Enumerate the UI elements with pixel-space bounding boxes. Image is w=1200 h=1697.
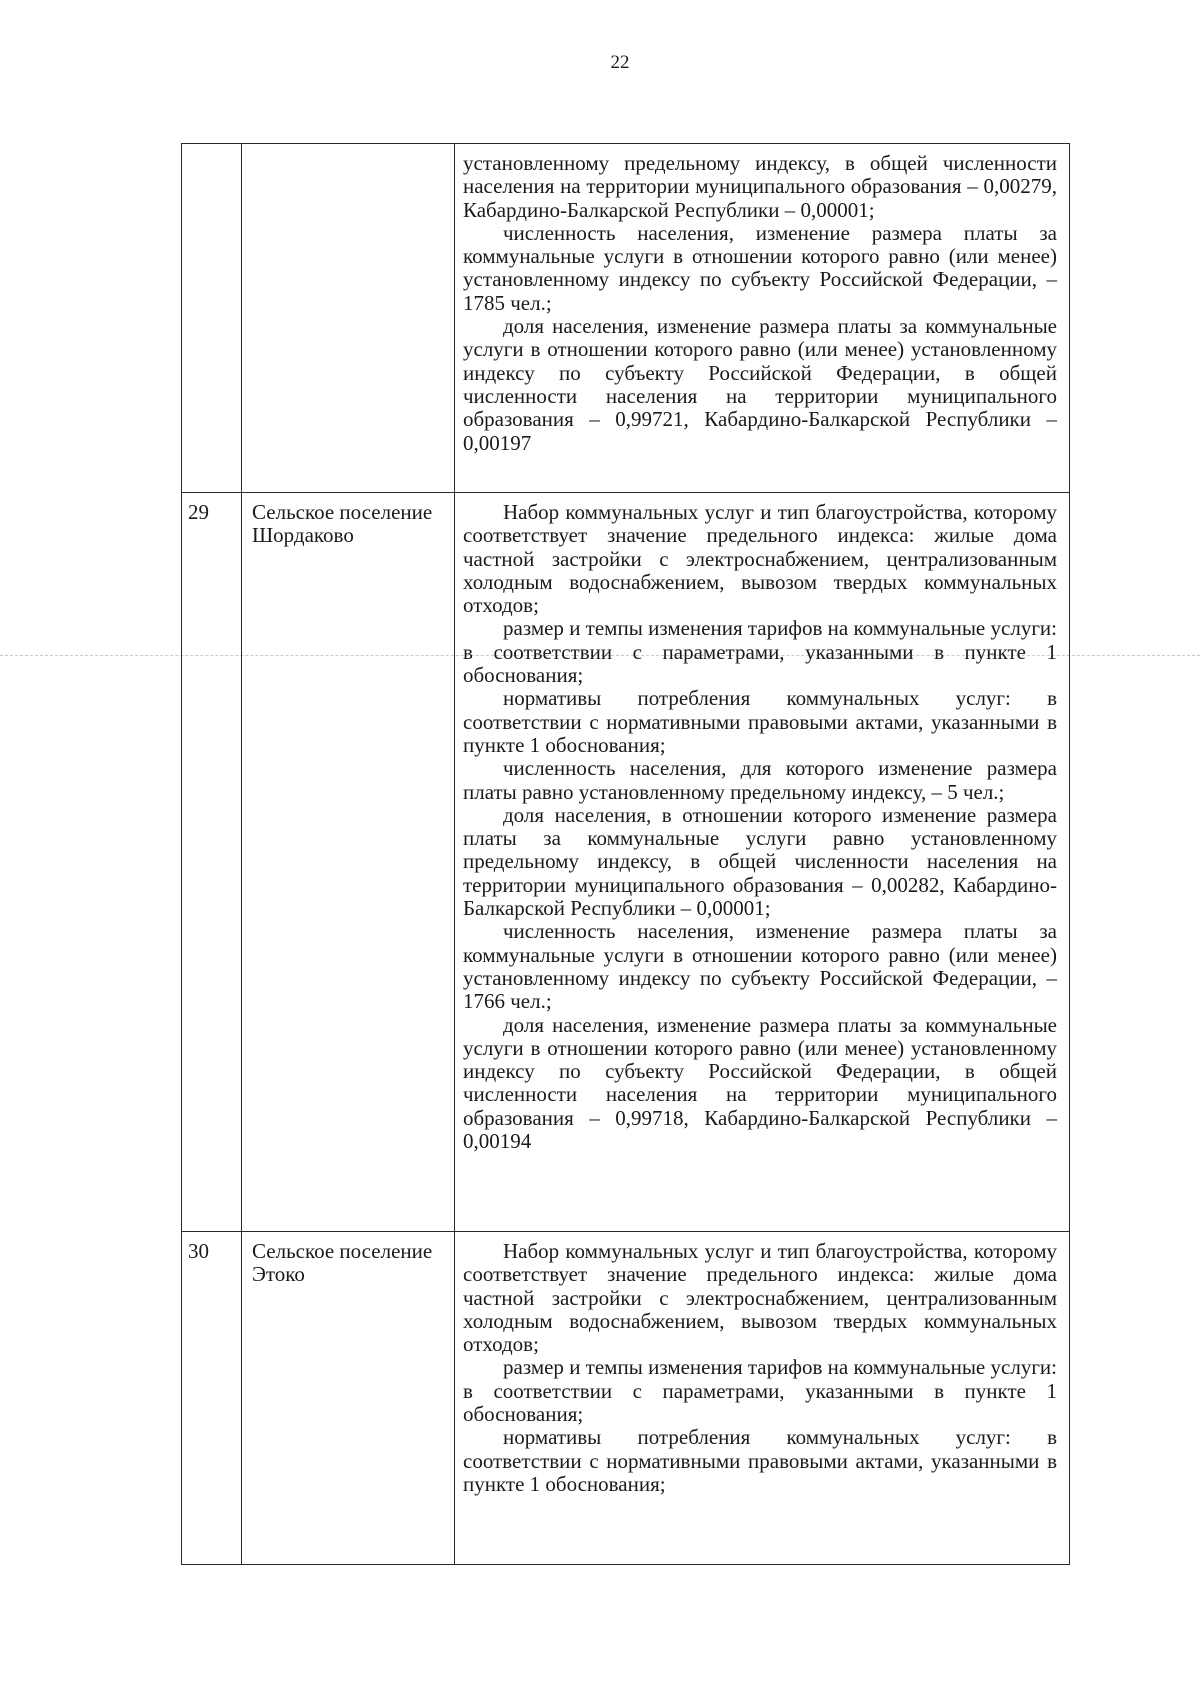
paragraph: нормативы потребления коммунальных услуг: в соответствии с нормативными правовыми актами, указанными в пункте 1 обоснования; — [463, 1425, 1057, 1496]
paragraph: размер и темпы изменения тарифов на коммунальные услуги: в соответствии с параметрами, указанными в пункте 1 обоснования; — [463, 1355, 1057, 1427]
settlement-name: Сельское поселение Шордаково — [242, 493, 455, 1232]
row-description — [455, 144, 1070, 493]
paragraph: доля населения, в отношении которого изменение размера платы за коммунальные услуги равно установленному предельному индексу, в общей численности населения на территории муниципального образования – 0,00282, Кабардино-Балкарской Республики – 0,00001; — [463, 802, 1057, 921]
paragraph: численность населения, изменение размера платы за коммунальные услуги в отношении которого равно (или менее) установленному индексу по субъекту Российской Федерации, – 1785 чел.; — [463, 220, 1057, 315]
paragraph: доля населения, изменение размера платы за коммунальные услуги в отношении которого равно (или менее) установленному индексу по субъекту Российской Федерации, в общей численности населения на территории муниципального образования – 0,99718, Кабардино-Балкарской Республики – 0,00194 — [463, 1012, 1057, 1154]
settlement-name — [242, 144, 455, 493]
row-description — [455, 493, 1070, 1232]
paragraph: нормативы потребления коммунальных услуг: в соответствии с нормативными правовыми актами, указанными в пункте 1 обоснования; — [463, 686, 1057, 757]
row-number: 30 — [182, 1232, 242, 1565]
table-row — [182, 493, 1070, 1232]
paragraph: размер и темпы изменения тарифов на коммунальные услуги: в соответствии с параметрами, указанными в пункте 1 обоснования; — [463, 616, 1057, 688]
row-description — [455, 1232, 1070, 1565]
paragraph: численность населения, изменение размера платы за коммунальные услуги в отношении которого равно (или менее) установленному индексу по субъекту Российской Федерации, – 1766 чел.; — [463, 919, 1057, 1014]
paragraph: установленному предельному индексу, в общей численности населения на территории муниципального образования – 0,00279, Кабардино-Балкарской Республики – 0,00001; — [463, 151, 1057, 222]
table-row — [182, 144, 1070, 493]
paragraph: численность населения, для которого изменение размера платы равно установленному предельному индексу, – 5 чел.; — [463, 756, 1057, 804]
settlement-name: Сельское поселение Этоко — [242, 1232, 455, 1565]
table-row — [182, 1232, 1070, 1565]
paragraph: Набор коммунальных услуг и тип благоустройства, которому соответствует значение предельного индекса: жилые дома частной застройки с электроснабжением, централизованным холодным водоснабжением, вывозом твердых коммунальных отходов; — [463, 1239, 1057, 1357]
paragraph: Набор коммунальных услуг и тип благоустройства, которому соответствует значение предельного индекса: жилые дома частной застройки с электроснабжением, централизованным холодным водоснабжением, вывозом твердых коммунальных отходов; — [463, 500, 1057, 618]
paragraph: доля населения, изменение размера платы за коммунальные услуги в отношении которого равно (или менее) установленному индексу по субъекту Российской Федерации, в общей численности населения на территории муниципального образования – 0,99721, Кабардино-Балкарской Республики – 0,00197 — [463, 314, 1057, 455]
settlements-table — [181, 143, 1070, 1565]
page-number: 22 — [610, 52, 630, 73]
row-number — [182, 144, 242, 493]
row-number: 29 — [182, 493, 242, 1232]
